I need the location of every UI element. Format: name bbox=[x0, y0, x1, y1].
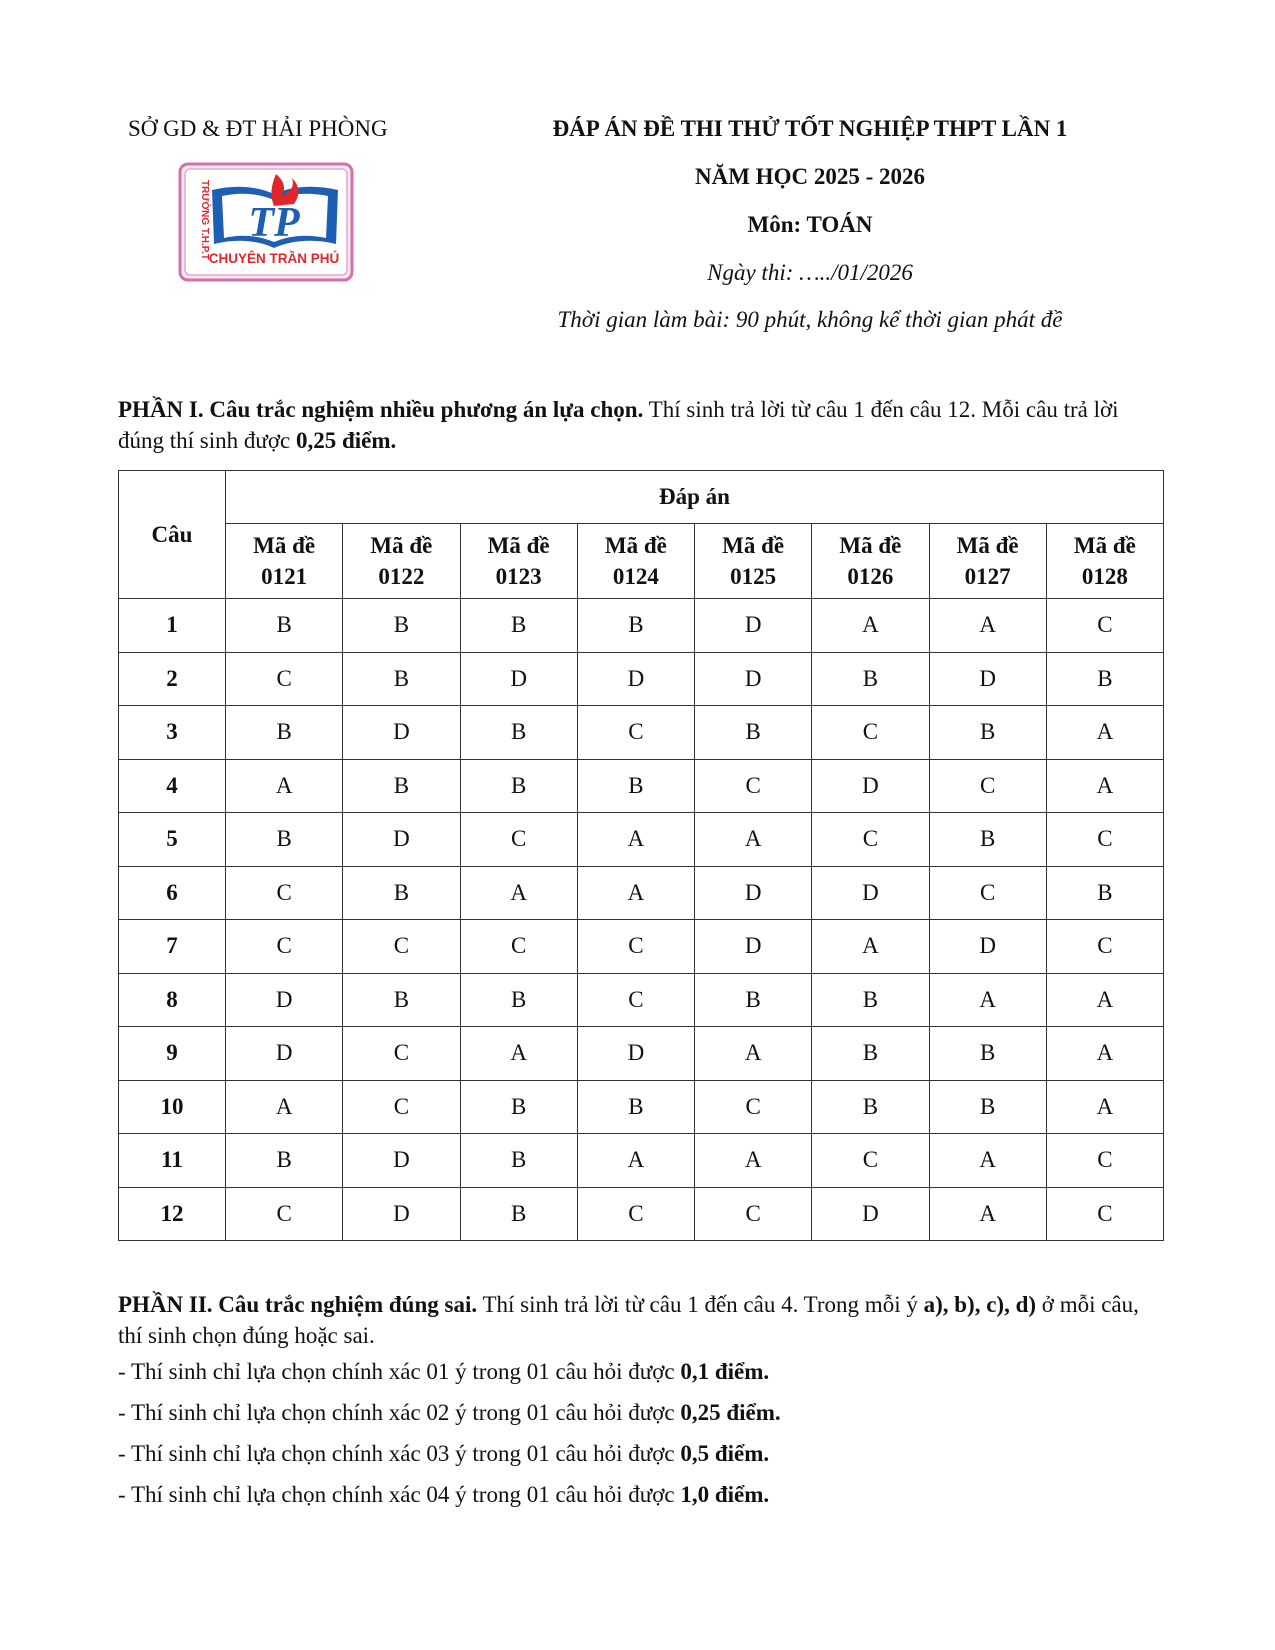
answer-cell: D bbox=[929, 920, 1046, 974]
table-row bbox=[119, 920, 1164, 974]
question-header: Câu bbox=[119, 471, 226, 599]
table-row bbox=[119, 652, 1164, 706]
logo-school-name: CHUYÊN TRẦN PHÚ bbox=[208, 251, 340, 266]
exam-code-number: 0123 bbox=[495, 564, 542, 589]
answer-cell: C bbox=[343, 920, 460, 974]
answer-cell: D bbox=[929, 652, 1046, 706]
document-title: ĐÁP ÁN ĐỀ THI THỬ TỐT NGHIỆP THPT LẦN 1 bbox=[552, 116, 1068, 141]
exam-code-label: Mã đề bbox=[956, 533, 1019, 558]
answer-cell: A bbox=[929, 599, 1046, 653]
exam-code-number: 0124 bbox=[612, 564, 659, 589]
answer-header: Đáp án bbox=[226, 471, 1164, 524]
answer-cell: B bbox=[460, 599, 577, 653]
answer-cell: C bbox=[812, 1134, 929, 1188]
answer-cell: C bbox=[577, 973, 694, 1027]
exam-code-header bbox=[695, 524, 812, 599]
question-number: 9 bbox=[119, 1027, 226, 1081]
question-number: 6 bbox=[119, 866, 226, 920]
exam-code-number: 0128 bbox=[1081, 564, 1128, 589]
answer-cell: C bbox=[226, 1187, 343, 1241]
answer-cell: A bbox=[577, 866, 694, 920]
answer-cell: D bbox=[577, 1027, 694, 1081]
answer-cell: B bbox=[577, 759, 694, 813]
part2-instructions bbox=[118, 1289, 1163, 1351]
answer-cell: B bbox=[695, 973, 812, 1027]
exam-date: Ngày thi: …../01/2026 bbox=[707, 260, 913, 285]
exam-code-number: 0127 bbox=[964, 564, 1011, 589]
part1-heading: PHẦN I. Câu trắc nghiệm nhiều phương án lựa chọn. bbox=[118, 397, 644, 422]
answer-cell: B bbox=[929, 1080, 1046, 1134]
answer-cell: B bbox=[226, 599, 343, 653]
part1-text: Thí sinh trả lời từ câu 1 đến câu 12. Mỗi câu trả lời đúng thí sinh được bbox=[118, 397, 1119, 453]
answer-cell: C bbox=[1046, 1187, 1163, 1241]
question-number: 2 bbox=[119, 652, 226, 706]
answer-cell: A bbox=[460, 1027, 577, 1081]
answer-cell: D bbox=[577, 652, 694, 706]
answer-cell: D bbox=[226, 973, 343, 1027]
scoring-rule bbox=[118, 1441, 1163, 1467]
answer-cell: B bbox=[226, 1134, 343, 1188]
exam-code-header bbox=[1046, 524, 1163, 599]
logo-initials: TP bbox=[248, 200, 300, 246]
answer-cell: B bbox=[343, 759, 460, 813]
table-row bbox=[119, 813, 1164, 867]
part1-instructions bbox=[118, 394, 1163, 456]
answer-cell: B bbox=[460, 759, 577, 813]
answer-cell: C bbox=[695, 1187, 812, 1241]
exam-code-label: Mã đề bbox=[839, 533, 902, 558]
part2-options: a), b), c), d) bbox=[923, 1292, 1037, 1317]
answer-cell: C bbox=[812, 813, 929, 867]
answer-cell: C bbox=[577, 706, 694, 760]
answer-cell: A bbox=[1046, 706, 1163, 760]
answer-cell: C bbox=[1046, 599, 1163, 653]
answer-cell: A bbox=[812, 920, 929, 974]
exam-code-header bbox=[460, 524, 577, 599]
question-number: 3 bbox=[119, 706, 226, 760]
question-number: 1 bbox=[119, 599, 226, 653]
answer-cell: D bbox=[460, 652, 577, 706]
exam-code-header bbox=[929, 524, 1046, 599]
question-number: 8 bbox=[119, 973, 226, 1027]
question-number: 12 bbox=[119, 1187, 226, 1241]
answer-cell: A bbox=[577, 1134, 694, 1188]
answer-cell: B bbox=[577, 599, 694, 653]
table-row bbox=[119, 1027, 1164, 1081]
answer-cell: D bbox=[695, 599, 812, 653]
answer-cell: D bbox=[343, 1134, 460, 1188]
answer-cell: B bbox=[460, 973, 577, 1027]
scoring-rule bbox=[118, 1400, 1163, 1426]
rule-text: - Thí sinh chỉ lựa chọn chính xác 04 ý trong 01 câu hỏi được bbox=[118, 1482, 681, 1507]
answer-cell: A bbox=[929, 1134, 1046, 1188]
answer-cell: A bbox=[695, 1134, 812, 1188]
answer-cell: A bbox=[460, 866, 577, 920]
exam-code-label: Mã đề bbox=[722, 533, 785, 558]
answer-cell: B bbox=[343, 652, 460, 706]
answer-cell: D bbox=[226, 1027, 343, 1081]
question-number: 11 bbox=[119, 1134, 226, 1188]
rule-points: 0,25 điểm. bbox=[680, 1400, 781, 1425]
exam-code-header bbox=[343, 524, 460, 599]
question-number: 7 bbox=[119, 920, 226, 974]
school-year: NĂM HỌC 2025 - 2026 bbox=[695, 164, 925, 189]
answer-cell: D bbox=[343, 813, 460, 867]
answer-cell: B bbox=[812, 1027, 929, 1081]
answer-cell: B bbox=[343, 973, 460, 1027]
answer-cell: B bbox=[812, 1080, 929, 1134]
part2-text-end: ở mỗi câu, thí sinh chọn đúng hoặc sai. bbox=[118, 1292, 1139, 1348]
subject: Môn: TOÁN bbox=[747, 212, 873, 237]
rule-text: - Thí sinh chỉ lựa chọn chính xác 02 ý trong 01 câu hỏi được bbox=[118, 1400, 681, 1425]
answer-cell: C bbox=[343, 1027, 460, 1081]
table-row bbox=[119, 599, 1164, 653]
rule-points: 1,0 điểm. bbox=[680, 1482, 770, 1507]
answer-cell: B bbox=[695, 706, 812, 760]
question-number: 4 bbox=[119, 759, 226, 813]
table-row bbox=[119, 1134, 1164, 1188]
answer-cell: B bbox=[577, 1080, 694, 1134]
exam-code-header bbox=[577, 524, 694, 599]
exam-code-number: 0121 bbox=[261, 564, 308, 589]
exam-code-label: Mã đề bbox=[604, 533, 667, 558]
table-row bbox=[119, 1187, 1164, 1241]
rule-points: 0,5 điểm. bbox=[680, 1441, 770, 1466]
answer-cell: A bbox=[1046, 759, 1163, 813]
answer-cell: A bbox=[226, 1080, 343, 1134]
answer-cell: C bbox=[226, 652, 343, 706]
answer-cell: A bbox=[1046, 1080, 1163, 1134]
table-row bbox=[119, 973, 1164, 1027]
question-number: 5 bbox=[119, 813, 226, 867]
answer-cell: B bbox=[812, 652, 929, 706]
answer-cell: B bbox=[226, 813, 343, 867]
answer-cell: D bbox=[695, 866, 812, 920]
question-number: 10 bbox=[119, 1080, 226, 1134]
exam-code-label: Mã đề bbox=[1073, 533, 1136, 558]
answer-cell: A bbox=[812, 599, 929, 653]
logo-side-text: TRƯỜNG T.H.P.T bbox=[199, 180, 210, 260]
answer-cell: B bbox=[929, 813, 1046, 867]
answer-cell: B bbox=[460, 1080, 577, 1134]
part2-heading: PHẦN II. Câu trắc nghiệm đúng sai. bbox=[118, 1292, 478, 1317]
answer-cell: D bbox=[812, 866, 929, 920]
rule-text: - Thí sinh chỉ lựa chọn chính xác 03 ý trong 01 câu hỏi được bbox=[118, 1441, 681, 1466]
answer-cell: A bbox=[1046, 973, 1163, 1027]
answer-cell: B bbox=[929, 1027, 1046, 1081]
exam-code-label: Mã đề bbox=[487, 533, 550, 558]
answer-cell: B bbox=[226, 706, 343, 760]
answer-cell: D bbox=[812, 759, 929, 813]
answer-cell: D bbox=[343, 706, 460, 760]
table-row bbox=[119, 866, 1164, 920]
answer-cell: B bbox=[1046, 866, 1163, 920]
answer-cell: C bbox=[226, 920, 343, 974]
exam-duration: Thời gian làm bài: 90 phút, không kể thời gian phát đề bbox=[557, 307, 1063, 332]
part2-text: Thí sinh trả lời từ câu 1 đến câu 4. Trong mỗi ý bbox=[477, 1292, 924, 1317]
answer-cell: B bbox=[343, 599, 460, 653]
school-logo bbox=[178, 162, 356, 284]
answer-cell: C bbox=[226, 866, 343, 920]
answer-cell: A bbox=[577, 813, 694, 867]
answer-cell: C bbox=[460, 813, 577, 867]
table-row bbox=[119, 706, 1164, 760]
answer-cell: B bbox=[460, 1134, 577, 1188]
exam-code-label: Mã đề bbox=[253, 533, 316, 558]
answer-cell: C bbox=[812, 706, 929, 760]
answer-table bbox=[118, 470, 1164, 1241]
answer-cell: C bbox=[695, 1080, 812, 1134]
answer-cell: D bbox=[695, 652, 812, 706]
answer-cell: D bbox=[695, 920, 812, 974]
scoring-rule bbox=[118, 1482, 1163, 1508]
answer-cell: B bbox=[343, 866, 460, 920]
answer-cell: C bbox=[1046, 1134, 1163, 1188]
answer-cell: C bbox=[460, 920, 577, 974]
exam-code-number: 0125 bbox=[730, 564, 777, 589]
answer-cell: A bbox=[1046, 1027, 1163, 1081]
answer-cell: A bbox=[695, 813, 812, 867]
answer-cell: A bbox=[929, 973, 1046, 1027]
answer-cell: C bbox=[695, 759, 812, 813]
department-name: SỞ GD & ĐT HẢI PHÒNG bbox=[128, 116, 388, 141]
answer-cell: A bbox=[226, 759, 343, 813]
answer-cell: C bbox=[929, 866, 1046, 920]
answer-cell: C bbox=[343, 1080, 460, 1134]
answer-cell: B bbox=[812, 973, 929, 1027]
answer-cell: D bbox=[343, 1187, 460, 1241]
table-row bbox=[119, 759, 1164, 813]
scoring-rule bbox=[118, 1359, 1163, 1385]
answer-cell: C bbox=[1046, 813, 1163, 867]
answer-cell: B bbox=[1046, 652, 1163, 706]
answer-cell: B bbox=[460, 1187, 577, 1241]
rule-text: - Thí sinh chỉ lựa chọn chính xác 01 ý trong 01 câu hỏi được bbox=[118, 1359, 681, 1384]
answer-cell: A bbox=[929, 1187, 1046, 1241]
answer-cell: C bbox=[929, 759, 1046, 813]
exam-code-label: Mã đề bbox=[370, 533, 433, 558]
answer-cell: B bbox=[929, 706, 1046, 760]
answer-cell: C bbox=[577, 1187, 694, 1241]
exam-code-header bbox=[226, 524, 343, 599]
rule-points: 0,1 điểm. bbox=[680, 1359, 770, 1384]
part1-points: 0,25 điểm. bbox=[295, 428, 397, 453]
answer-cell: C bbox=[1046, 920, 1163, 974]
table-row bbox=[119, 1080, 1164, 1134]
answer-cell: A bbox=[695, 1027, 812, 1081]
answer-cell: B bbox=[460, 706, 577, 760]
answer-cell: C bbox=[577, 920, 694, 974]
exam-code-number: 0122 bbox=[378, 564, 425, 589]
answer-cell: D bbox=[812, 1187, 929, 1241]
exam-code-header bbox=[812, 524, 929, 599]
exam-code-number: 0126 bbox=[847, 564, 894, 589]
